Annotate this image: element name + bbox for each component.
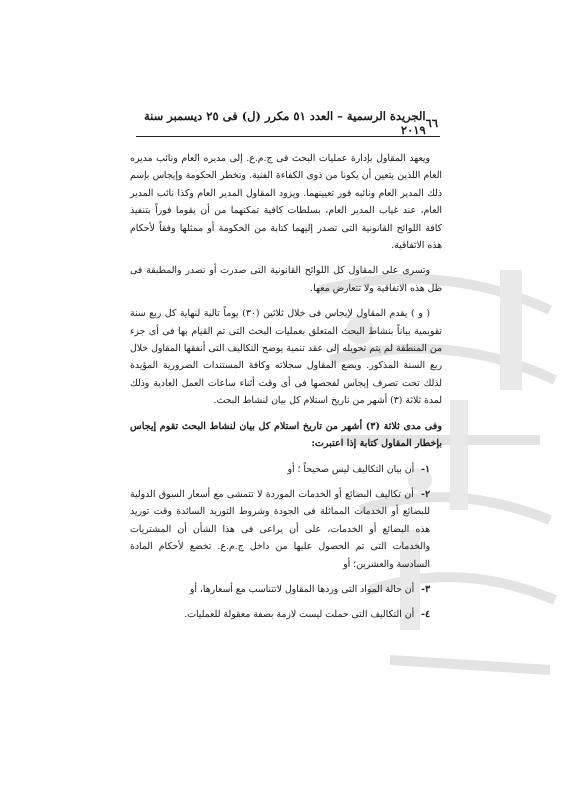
list-item bbox=[130, 486, 442, 573]
publication-title: الجريدة الرسمية – العدد ٥١ مكرر (ل) فى ٢٥ ديسمبر سنة ٢٠١٩ bbox=[143, 109, 426, 137]
list-item-text: أن بيان التكاليف ليس صحيحاً ؛ أو bbox=[287, 463, 415, 475]
page-header bbox=[140, 109, 438, 137]
header-divider bbox=[136, 136, 440, 137]
list-item-text: أن تكاليف البضائع أو الخدمات الموردة لا تتمشى مع أسعار السوق الدولية للبضائع أو الخدمات المماثلة فى الجودة وشروط التوريد السائدة وقت توريد هذه البضائع أو الخدمات، على أن يراعى فى هذا الشأن أن المشتريات والخدمات التى تم الحصول عليها من داخل ج.م.ع. تخضع لأحكام المادة السادسة والعشرين؛ أو bbox=[130, 488, 430, 570]
list-item bbox=[130, 461, 442, 478]
page-number: ٦٦ bbox=[425, 116, 438, 130]
list-item bbox=[130, 581, 442, 598]
list-item-number: ٢- bbox=[421, 488, 430, 500]
list-item-number: ٤- bbox=[421, 609, 430, 621]
list-item-text: أن حالة المواد التى وردها المقاول لاتتناسب مع أسعارها، أو bbox=[189, 583, 415, 595]
paragraph-regulations: وتسرى على المقاول كل اللوائح القانونية التى صدرت أو تصدر والمطبقة فى ظل هذه الاتفاقية ولا تتعارض معها. bbox=[130, 265, 442, 294]
document-body bbox=[130, 150, 442, 632]
paragraph-notification: وفى مدى ثلاثة (٣) أشهر من تاريخ استلام كل بيان لنشاط البحث تقوم إيجاس بإخطار المقاول كتابة إذا اعتبرت: bbox=[130, 420, 442, 450]
list-item-number: ٣- bbox=[421, 583, 430, 595]
paragraph-general-manager: ويعهد المقاول بإدارة عمليات البحث فى ج.م.ع. إلى مديره العام ونائب مديره العام اللذين يتعين أن يكونا من ذوى الكفاءة الفنية. وتخطر الحكومة وإيجاس بإسم ذلك المدير العام ونائبه فور تعيينهما. ويزود المقاول المدير العام وكذا نائب المدير العام، عند غياب المدير العام، بسلطات كافية تمكنهما من أن يقوما فوراً بتنفيذ كافة اللوائح القانونية التى تصدر إليهما كتابة من الحكومة أو ممثلها وفقاً لأحكام هذه الاتفاقية. bbox=[130, 153, 442, 252]
list-item-text: أن التكاليف التى حملت ليست لازمة بصفة معقولة للعمليات. bbox=[184, 609, 415, 621]
paragraph-exploration-statement: ( و ) يقدم المقاول لإيجاس فى خلال ثلاثين (٣٠) يوماً تالية لنهاية كل ربع سنة تقويمية بياناً بنشاط البحث المتعلق بعمليات البحث التى تم القيام بها فى أى جزء من المنطقة لم يتم تحويله إلى عقد تنمية يوضح التكاليف التى أنفقها المقاول خلال ربع السنة المذكور. ويضع المقاول سجلاته وكافة المستندات الضرورية المؤيدة لذلك تحت تصرف إيجاس لفحصها فى أى وقت أثناء ساعات العمل العادية وذلك لمدة ثلاثة (٣) أشهر من تاريخ استلام كل بيان لنشاط البحث. bbox=[130, 308, 442, 407]
list-item bbox=[130, 606, 442, 623]
list-item-number: ١- bbox=[421, 463, 430, 475]
